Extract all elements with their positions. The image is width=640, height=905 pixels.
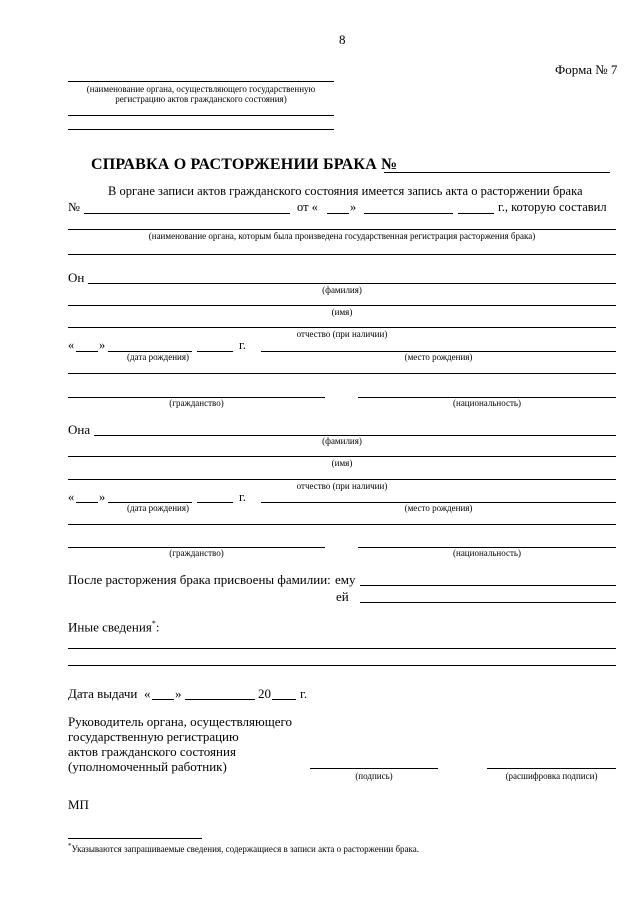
she-citizenship-caption: (гражданство) [169,548,224,558]
signature-field[interactable] [310,768,438,769]
page-title: СПРАВКА О РАСТОРЖЕНИИ БРАКА № [91,156,398,173]
assigned-surnames-label: После расторжения брака присвоены фамилии: [68,572,331,587]
other-info-label-text: Иные сведения [68,619,152,635]
record-date-close: » [350,200,357,214]
signature-caption: (подпись) [355,771,393,781]
he-birthdate-close: » [99,338,106,352]
footnote-text: Указываются запрашиваемые сведения, содержащиеся в записи акта о расторжении брака. [71,844,420,854]
head-title-line-4: (уполномоченный работник) [68,759,227,774]
she-birth-year-label: г. [239,490,246,504]
she-birthplace-field-2[interactable] [68,524,616,525]
registration-authority-field-2[interactable] [68,254,616,255]
record-day-field[interactable] [327,213,349,214]
record-month-field[interactable] [364,213,453,214]
he-name-caption: (имя) [331,307,353,317]
other-info-footnote-mark: * [151,619,156,628]
footnote-mark: * [68,842,72,850]
record-date-open: от « [297,200,318,214]
she-surname-caption: (фамилия) [322,436,362,446]
her-surname-label: ей [336,589,349,604]
other-info-colon: : [155,619,160,635]
issuing-authority-caption-1: (наименование органа, осуществляющего государственную [86,84,316,94]
head-title-line-2: государственную регистрацию [68,729,239,744]
head-title-line-3: актов гражданского состояния [68,744,236,759]
other-info-field-2[interactable] [68,665,616,666]
issue-date-label: Дата выдачи [68,686,138,701]
him-surname-field[interactable] [360,585,616,586]
he-label: Он [68,270,85,285]
he-birth-year-label: г. [239,338,246,352]
record-number-field[interactable] [84,213,290,214]
certificate-number-field[interactable] [384,172,610,173]
issue-day-field[interactable] [152,699,174,700]
she-birth-day-field[interactable] [76,502,98,503]
she-birthdate-open: « [68,490,75,504]
page-number: 8 [339,32,346,47]
form-number: Форма № 7 [555,62,618,77]
head-title-line-1: Руководитель органа, осуществляющего [68,714,292,729]
he-citizenship-caption: (гражданство) [169,398,224,408]
her-surname-field[interactable] [360,602,616,603]
she-birthplace-caption: (место рождения) [404,503,473,513]
issue-year-prefix: 20 [258,686,271,701]
him-surname-label: ему [335,572,356,587]
issue-year-suffix: г. [300,686,308,701]
he-patronymic-caption: отчество (при наличии) [296,329,388,339]
she-birthdate-caption: (дата рождения) [127,503,189,513]
head-title [68,714,292,774]
footnote-separator [68,838,202,839]
issuing-authority-caption-2: регистрацию актов гражданского состояния) [115,94,287,104]
he-birth-day-field[interactable] [76,351,98,352]
signature-decoding-field[interactable] [487,768,616,769]
record-number-label: № [68,200,80,214]
record-year-field[interactable] [458,213,494,214]
she-patronymic-caption: отчество (при наличии) [296,481,388,491]
registration-authority-caption: (наименование органа, которым была произведена государственная регистрация расторжения брака) [148,231,536,241]
he-birthdate-caption: (дата рождения) [127,352,189,362]
intro-text: В органе записи актов гражданского состояния имеется запись акта о расторжении брака [108,184,583,198]
he-surname-field[interactable] [88,283,616,284]
issuing-authority-line-2[interactable] [68,115,334,116]
issue-date-close: » [175,686,182,701]
signature-decoding-caption: (расшифровка подписи) [505,771,598,781]
registration-authority-field[interactable] [68,229,616,230]
she-name-field[interactable] [68,456,616,457]
issue-date-open: « [144,686,151,701]
he-birthdate-open: « [68,338,75,352]
he-surname-caption: (фамилия) [322,285,362,295]
issue-year-field[interactable] [272,699,296,700]
she-birthdate-close: » [99,490,106,504]
he-patronymic-field[interactable] [68,327,616,328]
issue-month-field[interactable] [185,699,255,700]
he-nationality-caption: (национальность) [453,398,521,408]
she-nationality-caption: (национальность) [453,548,521,558]
he-name-field[interactable] [68,305,616,306]
she-name-caption: (имя) [331,458,353,468]
other-info-label [68,619,159,635]
he-birthplace-caption: (место рождения) [404,352,473,362]
issuing-authority-line[interactable] [68,81,334,82]
stamp-label: МП [68,797,89,812]
other-info-field-1[interactable] [68,648,616,649]
she-patronymic-field[interactable] [68,479,616,480]
he-birthplace-field-2[interactable] [68,373,616,374]
she-label: Она [68,422,91,437]
record-year-tail: г., которую составил [498,200,607,214]
footnote [68,842,419,854]
issuing-authority-line-3[interactable] [68,129,334,130]
